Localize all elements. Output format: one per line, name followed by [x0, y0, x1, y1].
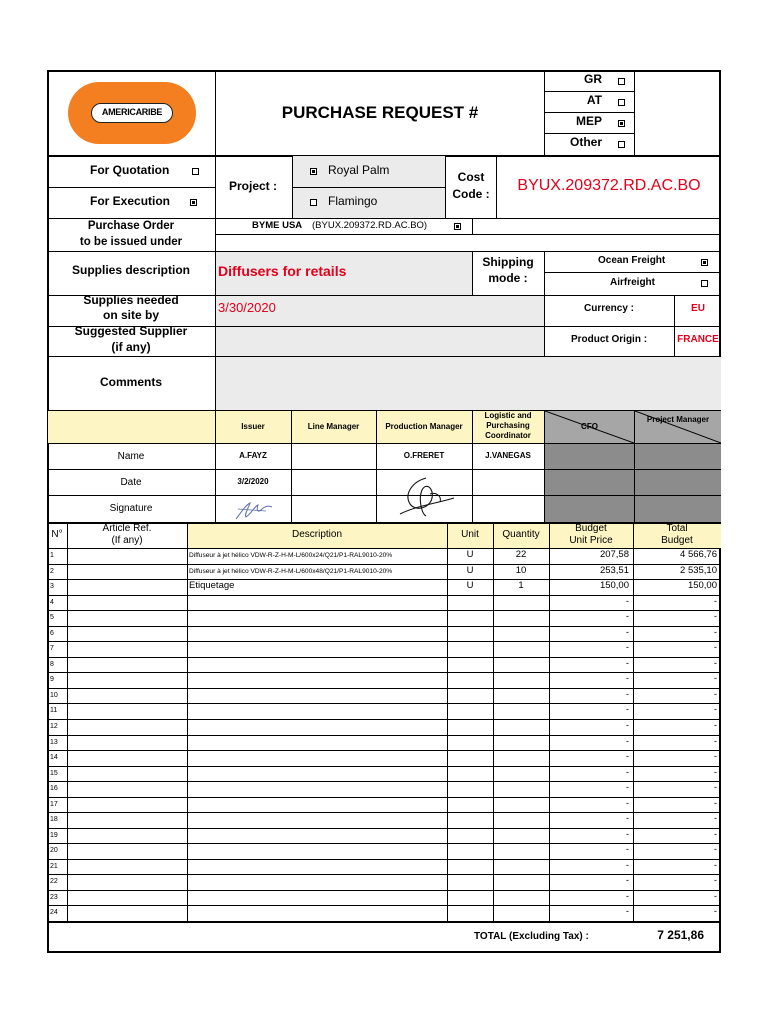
row-total-budget: - — [713, 798, 717, 809]
type-mep-checkbox[interactable] — [618, 120, 625, 127]
row-total-budget: - — [713, 612, 717, 623]
col-no-header: N° — [51, 529, 63, 540]
row-total-budget: - — [713, 720, 717, 731]
table-row — [47, 890, 721, 906]
logo-text: AMERICARIBE — [101, 107, 163, 117]
project-royal-palm-label: Royal Palm — [328, 163, 390, 177]
col-price-header-2: Unit Price — [569, 535, 613, 546]
row-unit: U — [466, 550, 474, 560]
table-row — [47, 610, 721, 626]
row-total-budget: - — [713, 783, 717, 794]
supplies-description-label: Supplies description — [71, 263, 191, 277]
row-unit-price: - — [625, 705, 629, 716]
currency-value: EU — [691, 303, 705, 314]
type-at-label: AT — [586, 93, 602, 107]
table-row — [47, 703, 721, 719]
row-total-budget: - — [713, 860, 717, 871]
issuer-date: 3/2/2020 — [237, 477, 269, 486]
supplies-description-value: Diffusers for retails — [218, 263, 347, 279]
row-number: 7 — [50, 645, 54, 653]
comments-field[interactable] — [216, 357, 721, 410]
table-row — [47, 750, 721, 766]
currency-label: Currency : — [583, 303, 634, 314]
for-execution-checkbox[interactable] — [190, 199, 197, 206]
row-total-budget: - — [713, 705, 717, 716]
table-row — [47, 828, 721, 844]
row-total-budget: - — [713, 907, 717, 918]
product-origin-value: FRANCE — [677, 334, 719, 345]
issuer-signature — [228, 497, 278, 523]
role-line-manager: Line Manager — [307, 422, 360, 431]
production-manager-name: O.FRERET — [403, 451, 445, 460]
table-row — [47, 797, 721, 813]
row-number: 20 — [50, 847, 58, 855]
col-ref-header-2: (If any) — [111, 535, 143, 546]
row-number: 6 — [50, 629, 54, 637]
for-execution-label: For Execution — [90, 194, 171, 208]
project-flamingo-label: Flamingo — [328, 194, 378, 208]
ocean-freight-label: Ocean Freight — [598, 255, 666, 266]
row-unit-price: - — [625, 627, 629, 638]
table-row — [47, 672, 721, 688]
shipping-mode-label-2: mode : — [488, 271, 528, 285]
cost-code-value: BYUX.209372.RD.AC.BO — [517, 177, 701, 194]
row-unit-price: - — [625, 814, 629, 825]
role-logistic-coordinator: Logistic and Purchasing Coordinator — [484, 411, 532, 440]
row-total-budget: - — [713, 674, 717, 685]
suggested-supplier-label: Suggested Supplier — [74, 324, 188, 338]
table-row — [47, 626, 721, 642]
row-unit-price: - — [625, 767, 629, 778]
row-total-budget: - — [713, 658, 717, 669]
row-number: 13 — [50, 738, 58, 746]
row-total-budget: 4 566,76 — [680, 550, 717, 560]
row-unit-price: 207,58 — [599, 550, 629, 560]
row-unit-price: - — [625, 612, 629, 623]
shipping-mode-label: Shipping — [482, 255, 534, 269]
row-unit-price: - — [625, 689, 629, 700]
suggested-supplier-field[interactable] — [216, 327, 544, 356]
row-total-budget: 150,00 — [687, 581, 717, 592]
project-label: Project : — [229, 179, 278, 193]
row-quantity: 10 — [515, 565, 527, 576]
row-unit-price: 253,51 — [599, 565, 629, 576]
cost-code-label-2: Code : — [452, 187, 490, 201]
approval-row-signature-label: Signature — [109, 503, 153, 514]
row-total-budget: - — [713, 689, 717, 700]
row-unit-price: - — [625, 876, 629, 887]
row-unit-price: - — [625, 643, 629, 654]
row-total-budget: - — [713, 767, 717, 778]
row-quantity: 1 — [518, 581, 524, 592]
row-description: Diffuseur à jet hélico VDW-R-Z-H-M-L/600x24/Q21/P1-RAL9010-20% — [189, 552, 393, 559]
row-number: 5 — [50, 614, 54, 622]
approval-row-date-label: Date — [120, 477, 142, 488]
row-total-budget: - — [713, 845, 717, 856]
row-number: 10 — [50, 691, 58, 699]
cost-code-label: Cost — [457, 170, 485, 184]
row-unit-price: - — [625, 891, 629, 902]
purchase-order-label-2: to be issued under — [79, 236, 183, 248]
row-total-budget: - — [713, 627, 717, 638]
row-unit-price: 150,00 — [599, 581, 629, 592]
row-unit-price: - — [625, 736, 629, 747]
table-row — [47, 812, 721, 828]
row-number: 21 — [50, 862, 58, 870]
col-ref-header: Article Ref. — [102, 523, 152, 534]
col-total-header: Total — [666, 523, 688, 534]
ocean-freight-checkbox[interactable] — [701, 259, 708, 266]
table-row — [47, 874, 721, 890]
cfo-approval-cells — [545, 444, 634, 522]
suggested-supplier-label-2: (if any) — [111, 340, 151, 354]
row-total-budget: - — [713, 752, 717, 762]
type-at-checkbox[interactable] — [618, 99, 625, 106]
type-mep-label: MEP — [575, 114, 602, 128]
production-manager-signature — [396, 472, 458, 520]
row-number: 18 — [50, 816, 58, 824]
row-unit-price: - — [625, 845, 629, 856]
project-flamingo-checkbox[interactable] — [310, 199, 317, 206]
row-unit-price: - — [625, 907, 629, 918]
row-number: 12 — [50, 722, 58, 730]
col-description-header: Description — [291, 529, 343, 540]
row-total-budget: - — [713, 876, 717, 887]
role-issuer: Issuer — [241, 422, 265, 431]
table-row — [47, 641, 721, 657]
airfreight-label: Airfreight — [610, 277, 655, 288]
type-other-label: Other — [569, 135, 602, 149]
row-unit-price: - — [625, 596, 629, 607]
row-total-budget: - — [713, 596, 717, 607]
role-cfo: CFO — [581, 422, 598, 431]
table-row — [47, 719, 721, 735]
row-number: 17 — [50, 800, 58, 808]
table-row — [47, 548, 721, 564]
po-entity: BYME USA — [252, 220, 303, 231]
project-royal-palm-checkbox[interactable] — [310, 168, 317, 175]
type-gr-checkbox[interactable] — [618, 78, 625, 85]
col-total-header-2: Budget — [661, 535, 693, 546]
row-number: 22 — [50, 878, 58, 886]
row-number: 9 — [50, 676, 54, 684]
issuer-name: A.FAYZ — [239, 451, 267, 460]
type-other-checkbox[interactable] — [618, 141, 625, 148]
row-unit-price: - — [625, 860, 629, 871]
row-total-budget: - — [713, 736, 717, 747]
page-title: PURCHASE REQUEST # — [281, 103, 479, 122]
row-number: 3 — [50, 583, 54, 591]
row-number: 15 — [50, 769, 58, 777]
row-number: 4 — [50, 598, 54, 606]
table-row — [47, 579, 721, 595]
row-unit-price: - — [625, 674, 629, 685]
row-number: 2 — [50, 567, 54, 575]
for-quotation-label: For Quotation — [90, 163, 170, 177]
role-production-manager: Production Manager — [385, 422, 463, 431]
supplies-needed-label-2: on site by — [102, 308, 159, 322]
table-row — [47, 781, 721, 797]
supplies-needed-date: 3/30/2020 — [218, 300, 276, 315]
row-description: Etiquetage — [189, 581, 235, 592]
company-logo — [68, 82, 196, 144]
row-unit-price: - — [625, 720, 629, 731]
pm-approval-cells — [635, 444, 721, 522]
table-row — [47, 766, 721, 782]
row-total-budget: - — [713, 814, 717, 825]
po-entity-code: (BYUX.209372.RD.AC.BO) — [312, 220, 428, 231]
po-entity-checkbox[interactable] — [454, 223, 461, 230]
row-number: 23 — [50, 893, 58, 901]
row-number: 24 — [50, 909, 58, 917]
row-number: 11 — [50, 707, 58, 715]
row-unit-price: - — [625, 752, 629, 762]
col-unit-header: Unit — [461, 529, 479, 540]
comments-label: Comments — [99, 375, 162, 389]
product-origin-label: Product Origin : — [570, 334, 648, 345]
table-row — [47, 595, 721, 611]
row-total-budget: 2 535,10 — [680, 565, 717, 576]
row-number: 16 — [50, 785, 58, 793]
row-unit-price: - — [625, 829, 629, 840]
table-row — [47, 657, 721, 673]
logistic-coordinator-name: J.VANEGAS — [485, 451, 531, 460]
col-price-header: Budget — [575, 523, 607, 534]
table-row — [47, 735, 721, 751]
row-unit: U — [466, 581, 474, 592]
for-quotation-checkbox[interactable] — [192, 168, 199, 175]
row-unit: U — [466, 565, 474, 576]
row-number: 19 — [50, 831, 58, 839]
row-number: 8 — [50, 660, 54, 668]
row-total-budget: - — [713, 643, 717, 654]
logo-inner-pill — [91, 103, 173, 123]
row-total-budget: - — [713, 829, 717, 840]
col-quantity-header: Quantity — [502, 529, 540, 540]
role-project-manager: Project Manager — [646, 415, 710, 424]
table-row — [47, 843, 721, 859]
row-unit-price: - — [625, 783, 629, 794]
purchase-order-label: Purchase Order — [87, 220, 175, 232]
row-number: 14 — [50, 754, 58, 761]
row-unit-price: - — [625, 798, 629, 809]
row-description: Diffuseur à jet hélico VDW-R-Z-H-M-L/600x48/Q21/P1-RAL9010-20% — [189, 567, 393, 575]
total-value: 7 251,86 — [657, 928, 704, 942]
supplies-needed-label: Supplies needed — [83, 293, 179, 307]
table-row — [47, 564, 721, 580]
type-gr-label: GR — [584, 72, 602, 86]
row-unit-price: - — [625, 658, 629, 669]
table-row — [47, 688, 721, 704]
table-row — [47, 905, 721, 921]
row-number: 1 — [50, 552, 54, 559]
approval-row-name-label: Name — [117, 451, 145, 462]
airfreight-checkbox[interactable] — [701, 280, 708, 287]
row-total-budget: - — [713, 891, 717, 902]
total-label: TOTAL (Excluding Tax) : — [474, 931, 589, 942]
row-quantity: 22 — [515, 550, 527, 560]
table-row — [47, 859, 721, 875]
